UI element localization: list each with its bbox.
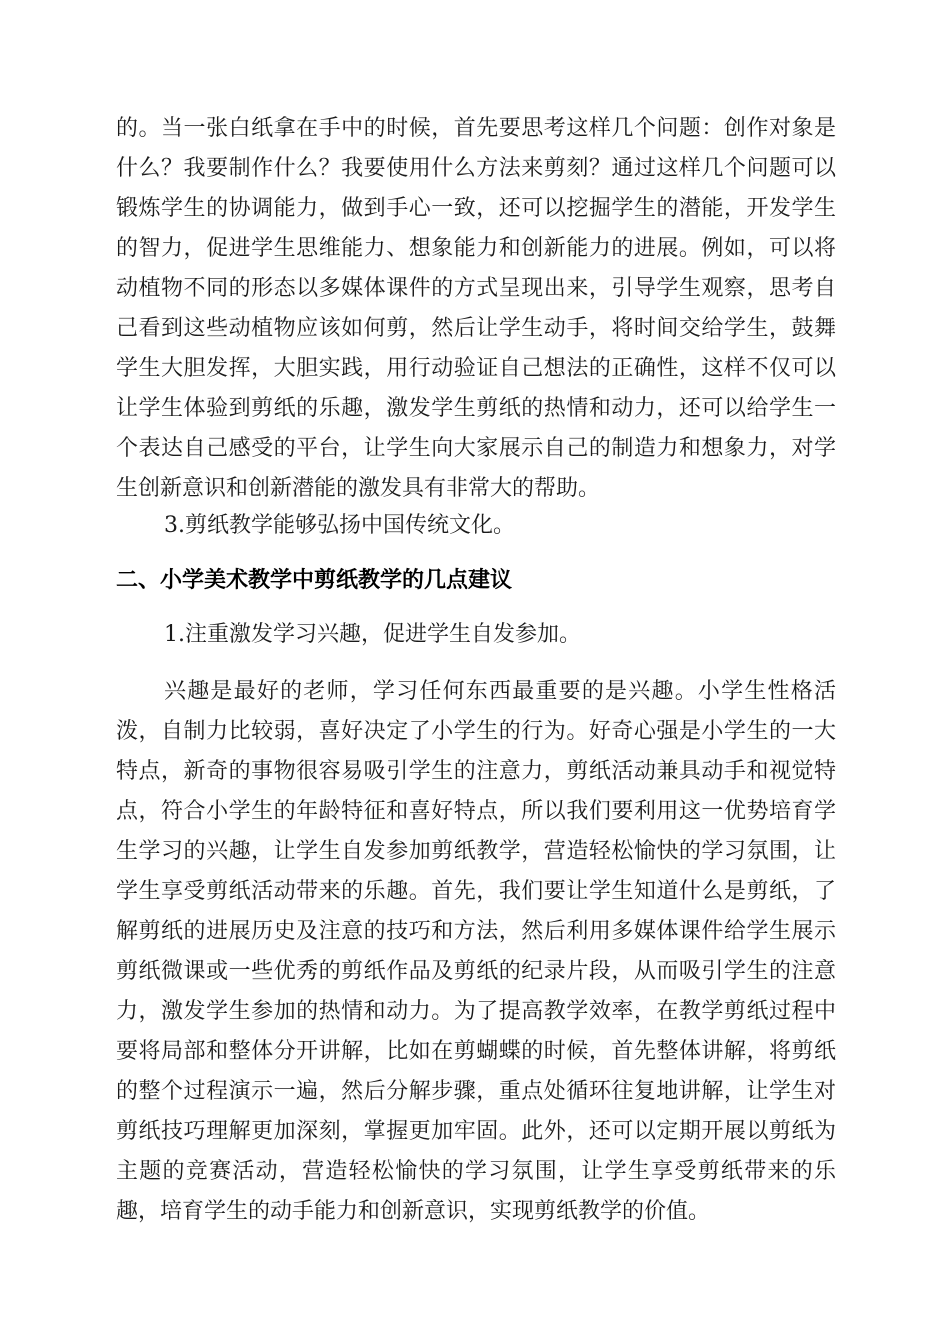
- body-paragraph: 的。当一张白纸拿在手中的时候，首先要思考这样几个问题：创作对象是什么？我要制作什么？我要使用什么方法来剪刻？通过这样几个问题可以锻炼学生的协调能力，做到手心一致，还可以挖掘学生的潜能，开发学生的智力，促进学生思维能力、想象能力和创新能力的进展。例如，可以将动植物不同的形态以多媒体课件的方式呈现出来，引导学生观察，思考自己看到这些动植物应该如何剪，然后让学生动手，将时间交给学生，鼓舞学生大胆发挥，大胆实践，用行动验证自己想法的正确性，这样不仅可以让学生体验到剪纸的乐趣，激发学生剪纸的热情和动力，还可以给学生一个表达自己感受的平台，让学生向大家展示自己的制造力和想象力，对学生创新意识和创新潜能的激发具有非常大的帮助。: [116, 116, 836, 501]
- section-heading: 二、小学美术教学中剪纸教学的几点建议: [116, 568, 513, 593]
- numbered-point-3: 3.剪纸教学能够弘扬中国传统文化。: [164, 513, 515, 538]
- numbered-point-1: 1.注重激发学习兴趣，促进学生自发参加。: [164, 622, 581, 647]
- body-paragraph: 兴趣是最好的老师，学习任何东西最重要的是兴趣。小学生性格活泼，自制力比较弱，喜好决定了小学生的行为。好奇心强是小学生的一大特点，新奇的事物很容易吸引学生的注意力，剪纸活动兼具动手和视觉特点，符合小学生的年龄特征和喜好特点，所以我们要利用这一优势培育学生学习的兴趣，让学生自发参加剪纸教学，营造轻松愉快的学习氛围，让学生享受剪纸活动带来的乐趣。首先，我们要让学生知道什么是剪纸，了解剪纸的进展历史及注意的技巧和方法，然后利用多媒体课件给学生展示剪纸微课或一些优秀的剪纸作品及剪纸的纪录片段，从而吸引学生的注意力，激发学生参加的热情和动力。为了提高教学效率，在教学剪纸过程中要将局部和整体分开讲解，比如在剪蝴蝶的时候，首先整体讲解，将剪纸的整个过程演示一遍，然后分解步骤，重点处循环往复地讲解，让学生对剪纸技巧理解更加深刻，掌握更加牢固。此外，还可以定期开展以剪纸为主题的竞赛活动，营造轻松愉快的学习氛围，让学生享受剪纸带来的乐趣，培育学生的动手能力和创新意识，实现剪纸教学的价值。: [116, 679, 836, 1224]
